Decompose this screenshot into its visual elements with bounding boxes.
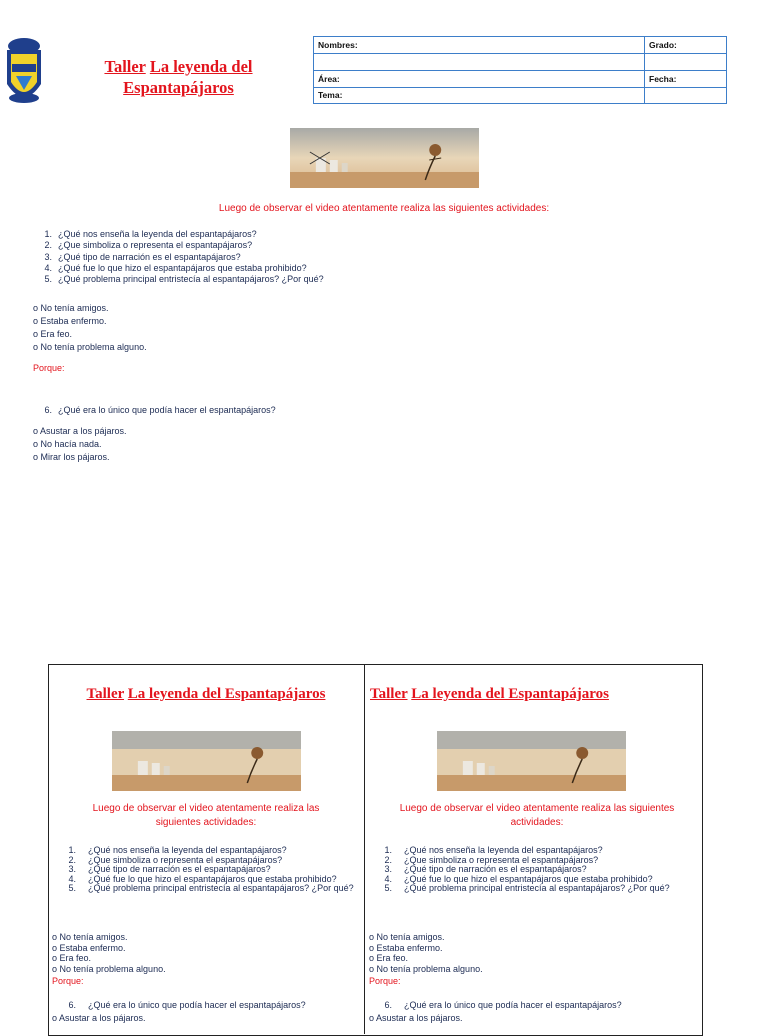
area-label: Área: [314, 71, 645, 88]
option-item: o No tenía amigos. [33, 303, 109, 313]
worksheet-title [86, 56, 271, 98]
option-item: o No tenía problema alguno. [33, 342, 147, 352]
question-item: 2. ¿Que simboliza o representa el espantapájaros? [44, 240, 253, 251]
left-worksheet-title [50, 686, 362, 703]
right-scarecrow-scene-image [437, 731, 626, 791]
student-info-table [313, 36, 727, 104]
option-item: o Asustar a los pájaros. [52, 1013, 146, 1023]
grado-label: Grado: [645, 37, 727, 54]
instructions-text: Luego de observar el video atentamente realiza las siguientes actividades: [218, 203, 550, 214]
question-item: 1. ¿Qué nos enseña la leyenda del espantapájaros? [384, 845, 603, 855]
option-item: o No hacía nada. [33, 439, 102, 449]
title-word: Taller [86, 686, 125, 702]
fecha-label: Fecha: [645, 71, 727, 88]
option-item: o No tenía amigos. [52, 932, 128, 942]
left-instructions-text: Luego de observar el video atentamente realiza las siguientes actividades: [92, 803, 320, 828]
option-item: o Era feo. [369, 953, 409, 964]
nombres-value [314, 54, 645, 71]
question-item: 5. ¿Qué problema principal entristecía al espantapájaros? ¿Por qué? [68, 883, 354, 894]
question-item: 4. ¿Qué fue lo que hizo el espantapájaros que estaba prohibido? [68, 873, 337, 884]
question-item: 4. ¿Qué fue lo que hizo el espantapájaros que estaba prohibido? [384, 873, 653, 884]
question-item: 3. ¿Qué tipo de narración es el espantapájaros? [384, 864, 587, 875]
tema-value [645, 87, 727, 104]
question-item: 5. ¿Qué problema principal entristecía al espantapájaros? ¿Por qué? [44, 274, 324, 285]
school-crest-logo [4, 34, 44, 112]
left-scarecrow-scene-image [112, 731, 301, 791]
option-item: o Era feo. [33, 329, 73, 339]
left-options-list-a [52, 932, 166, 974]
question-item: 1. ¿Qué nos enseña la leyenda del espantapájaros? [44, 229, 257, 239]
porque-label: Porque: [33, 363, 65, 373]
right-questions-list [368, 846, 698, 894]
right-question-6: 6. ¿Qué era lo único que podía hacer el espantapájaros? [384, 1000, 622, 1010]
right-porque-label: Porque: [369, 976, 401, 986]
title-rest: La leyenda del Espantapájaros [123, 57, 253, 97]
column-divider [364, 664, 365, 1034]
questions-list [40, 229, 324, 285]
question-item: 3. ¿Qué tipo de narración es el espantapájaros? [68, 864, 271, 875]
title-rest: La leyenda del Espantapájaros [411, 686, 609, 702]
title-rest: La leyenda del Espantapájaros [127, 686, 326, 702]
question-item: 2. ¿Que simboliza o representa el espantapájaros? [68, 854, 283, 865]
question-item: 2. ¿Que simboliza o representa el espantapájaros? [384, 854, 599, 865]
option-item: o Estaba enfermo. [369, 942, 443, 953]
left-questions-list [52, 846, 362, 894]
option-item: o Mirar los pájaros. [33, 452, 110, 462]
left-porque-label: Porque: [52, 976, 84, 986]
left-question-6: 6. ¿Qué era lo único que podía hacer el espantapájaros? [68, 1000, 306, 1010]
option-item: o Estaba enfermo. [52, 942, 126, 953]
options-list-a [33, 302, 147, 354]
question-6: 6. ¿Qué era lo único que podía hacer el espantapájaros? [44, 405, 276, 415]
right-options-list-b [369, 1013, 463, 1024]
question-item: 4. ¿Qué fue lo que hizo el espantapájaros que estaba prohibido? [44, 262, 307, 273]
right-worksheet-title [370, 686, 609, 703]
question-item: 1. ¿Qué nos enseña la leyenda del espantapájaros? [68, 845, 287, 855]
nombres-label: Nombres: [314, 37, 645, 54]
scarecrow-scene-image [290, 128, 479, 188]
right-options-list-a [369, 932, 483, 974]
options-list-b [33, 425, 127, 464]
option-item: o No tenía problema alguno. [369, 963, 483, 974]
option-item: o Estaba enfermo. [33, 316, 107, 326]
left-options-list-b [52, 1013, 146, 1024]
option-item: o Asustar a los pájaros. [369, 1013, 463, 1023]
option-item: o Asustar a los pájaros. [33, 426, 127, 436]
option-item: o Era feo. [52, 953, 92, 964]
question-item: 3. ¿Qué tipo de narración es el espantapájaros? [44, 251, 241, 262]
title-word: Taller [104, 57, 146, 76]
question-item: 5. ¿Qué problema principal entristecía al espantapájaros? ¿Por qué? [384, 883, 670, 894]
option-item: o No tenía amigos. [369, 932, 445, 942]
tema-label: Tema: [314, 87, 645, 104]
title-word: Taller [370, 686, 408, 702]
option-item: o No tenía problema alguno. [52, 963, 166, 974]
right-instructions-text: Luego de observar el video atentamente realiza las siguientes actividades: [399, 803, 675, 828]
grado-value [645, 54, 727, 71]
